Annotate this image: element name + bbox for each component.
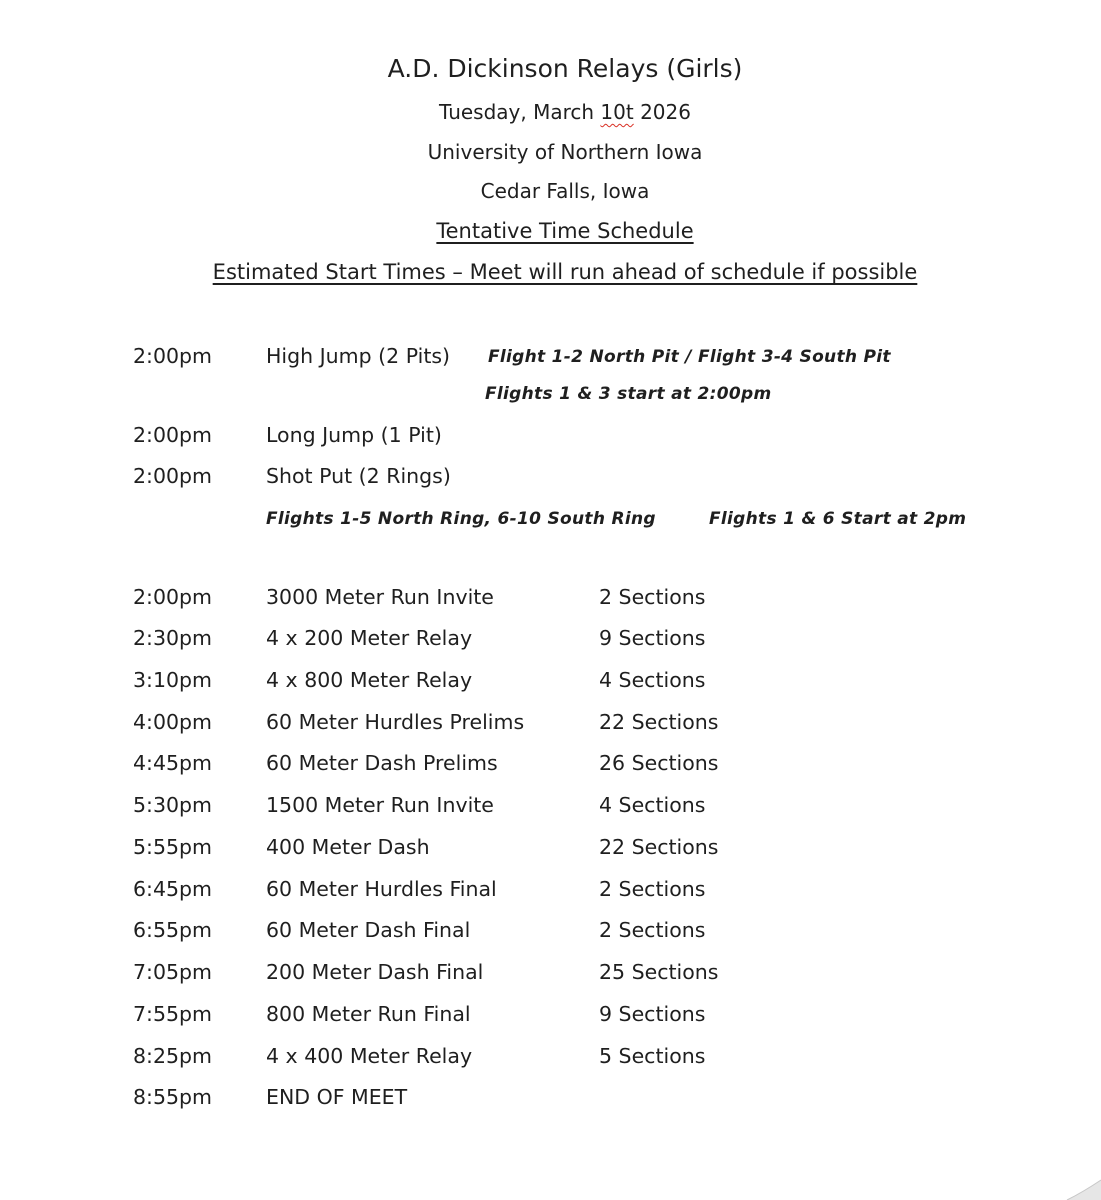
- track-event: END OF MEET: [266, 1085, 408, 1109]
- track-event: 4 x 400 Meter Relay: [266, 1044, 473, 1068]
- track-time: 7:05pm: [133, 960, 213, 984]
- track-event: 60 Meter Dash Final: [266, 918, 471, 942]
- track-event: 60 Meter Hurdles Prelims: [266, 710, 525, 734]
- date-prefix: Tuesday, March: [439, 100, 601, 124]
- estimate-note: Estimated Start Times – Meet will run ahead of schedule if possible: [212, 260, 918, 284]
- track-event: 3000 Meter Run Invite: [266, 585, 494, 609]
- track-sections: 2 Sections: [599, 877, 706, 901]
- high-jump-pits-note: Flight 1-2 North Pit / Flight 3-4 South Pit: [488, 347, 891, 367]
- track-sections: 9 Sections: [599, 1002, 706, 1026]
- track-sections: 26 Sections: [599, 751, 719, 775]
- field-event-time: 2:00pm: [133, 344, 213, 368]
- track-time: 4:45pm: [133, 751, 213, 775]
- field-event-name: Shot Put (2 Rings): [266, 464, 451, 488]
- track-time: 4:00pm: [133, 710, 213, 734]
- page-curl-shadow: [1061, 1178, 1101, 1200]
- meet-venue: University of Northern Iowa: [427, 140, 703, 164]
- track-time: 2:00pm: [133, 585, 213, 609]
- track-time: 5:55pm: [133, 835, 213, 859]
- date-suffix: 2026: [633, 100, 691, 124]
- track-sections: 4 Sections: [599, 668, 706, 692]
- track-time: 8:25pm: [133, 1044, 213, 1068]
- field-event-time: 2:00pm: [133, 423, 213, 447]
- track-time: 6:55pm: [133, 918, 213, 942]
- track-sections: 25 Sections: [599, 960, 719, 984]
- date-day-misspelled: 10t: [600, 100, 634, 124]
- track-sections: 2 Sections: [599, 585, 706, 609]
- track-time: 7:55pm: [133, 1002, 213, 1026]
- shot-put-rings-note: Flights 1-5 North Ring, 6-10 South Ring: [266, 509, 656, 529]
- track-event: 1500 Meter Run Invite: [266, 793, 494, 817]
- high-jump-start-note: Flights 1 & 3 start at 2:00pm: [485, 384, 772, 404]
- track-sections: 2 Sections: [599, 918, 706, 942]
- track-event: 400 Meter Dash: [266, 835, 430, 859]
- field-event-name: High Jump (2 Pits): [266, 344, 451, 368]
- meet-date: [0, 100, 1101, 124]
- shot-put-start-note: Flights 1 & 6 Start at 2pm: [709, 509, 967, 529]
- meet-title: A.D. Dickinson Relays (Girls): [387, 54, 743, 83]
- schedule-title: Tentative Time Schedule: [436, 219, 694, 243]
- track-sections: 5 Sections: [599, 1044, 706, 1068]
- track-event: 4 x 200 Meter Relay: [266, 626, 473, 650]
- meet-city: Cedar Falls, Iowa: [480, 179, 650, 203]
- field-event-time: 2:00pm: [133, 464, 213, 488]
- track-time: 2:30pm: [133, 626, 213, 650]
- track-sections: 22 Sections: [599, 835, 719, 859]
- track-time: 6:45pm: [133, 877, 213, 901]
- track-sections: 9 Sections: [599, 626, 706, 650]
- track-event: 60 Meter Dash Prelims: [266, 751, 498, 775]
- track-time: 3:10pm: [133, 668, 213, 692]
- track-event: 200 Meter Dash Final: [266, 960, 484, 984]
- track-sections: 22 Sections: [599, 710, 719, 734]
- track-time: 8:55pm: [133, 1085, 213, 1109]
- track-event: 800 Meter Run Final: [266, 1002, 471, 1026]
- track-event: 4 x 800 Meter Relay: [266, 668, 473, 692]
- track-time: 5:30pm: [133, 793, 213, 817]
- field-event-name: Long Jump (1 Pit): [266, 423, 442, 447]
- track-sections: 4 Sections: [599, 793, 706, 817]
- track-event: 60 Meter Hurdles Final: [266, 877, 497, 901]
